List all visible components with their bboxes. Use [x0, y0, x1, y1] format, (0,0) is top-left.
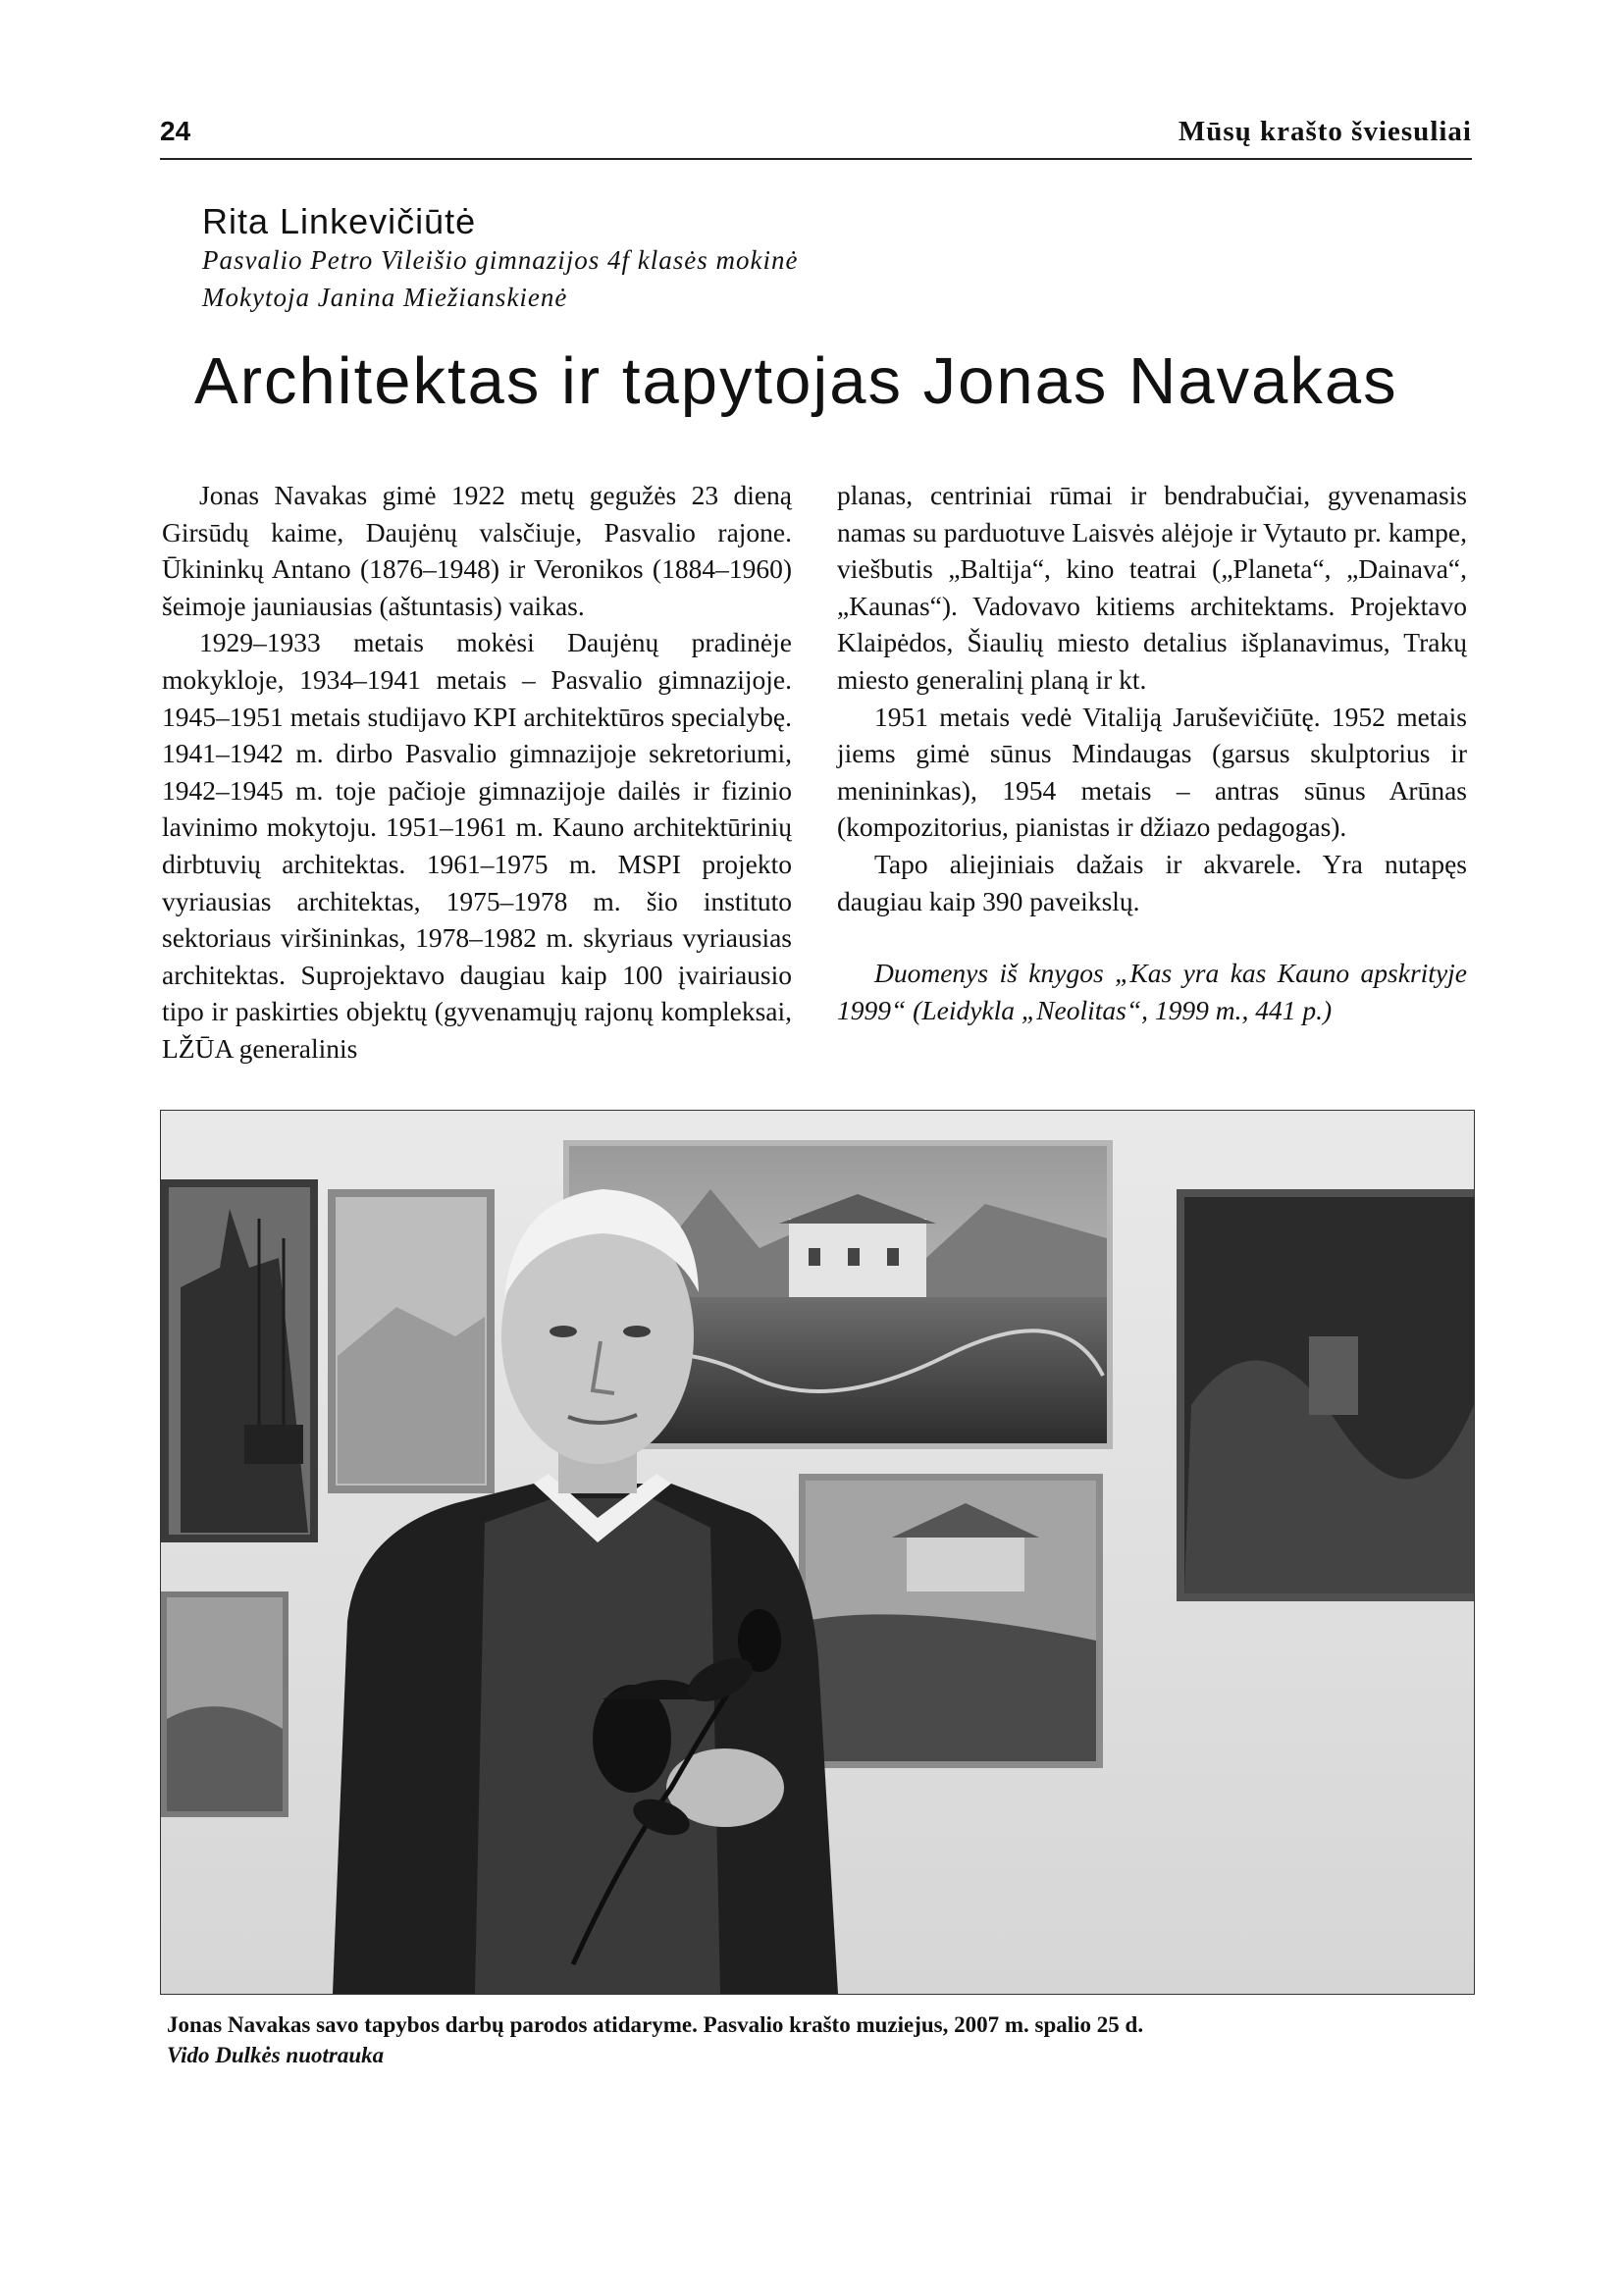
photo-illustration: [161, 1111, 1474, 1994]
photo-portrait: [160, 1110, 1475, 1995]
painting-dark-forest: [1177, 1189, 1474, 1601]
painting-village: [799, 1474, 1103, 1768]
painting-lower-left: [161, 1591, 288, 1817]
paragraph: Tapo aliejiniais dažais ir akvarele. Yra nutapęs daugiau kaip 390 paveikslų.: [837, 848, 1467, 916]
painting-town: [328, 1189, 495, 1493]
paragraph: 1929–1933 metais mokėsi Daujėnų pradinėje mokykloje, 1934–1941 metais – Pasvalio gimnazijoje. 1945–1951 metais studijavo KPI architektūros specialybę. 1941–1942 m. dirbo Pasvalio gimnazijoje sekretoriumi, 1942–1945 m. toje pačioje gimnazijoje dailės ir fizinio lavinimo mokytoju. 1951–1961 m. Kauno architektūrinių dirbtuvių architektas. 1961–1975 m. MSPI projekto vyriausias architektas, 1975–1978 m. šio instituto sektoriaus viršininkas, 1978–1982 m. skyriaus vyriausias architektas. Suprojektavo daugiau kaip 100 įvairiausio tipo ir paskirties objektų (gyvenamųjų rajonų kompleksai, LŽŪA generalinis: [162, 627, 792, 1064]
photo-credit: Vido Dulkės nuotrauka: [167, 2043, 385, 2067]
page-number: 24: [160, 116, 191, 146]
teacher-name: Mokytoja Janina Miežianskienė: [202, 283, 568, 312]
paragraph: planas, centriniai rūmai ir bendrabučiai, gyvenamasis namas su parduotuve Laisvės alėjoje ir Vytauto pr. kampe, viešbutis „Baltija“, kino teatrai („Planeta“, „Dainava“, „Kaunas“). Vadovavo kitiems architektams. Projektavo Klaipėdos, Šiaulių miesto detalius išplanavimus, Trakų miesto generalinį planą ir kt.: [837, 480, 1467, 695]
author-affiliation: Pasvalio Petro Vileišio gimnazijos 4f klasės mokinė: [202, 245, 799, 275]
paragraph: Jonas Navakas gimė 1922 metų gegužės 23 dieną Girsūdų kaime, Daujėnų valsčiuje, Pasvalio rajone. Ūkininkų Antano (1876–1948) ir Veronikos (1884–1960) šeimoje jauniausias (aštuntasis) vaikas.: [162, 480, 792, 621]
paragraph: 1951 metais vedė Vitaliją Jaruševičiūtę. 1952 metais jiems gimė sūnus Mindaugas (garsus skulptorius ir menininkas), 1954 metais – antras sūnus Arūnas (kompozitorius, pianistas ir džiazo pedagogas).: [837, 701, 1467, 843]
left-column: [162, 477, 792, 1068]
painting-harbor: [161, 1179, 318, 1542]
author-name: Rita Linkevičiūtė: [202, 201, 477, 241]
article-title: Architektas ir tapytojas Jonas Navakas: [194, 344, 1398, 418]
right-column: [837, 477, 1467, 1028]
header-rule: [160, 158, 1472, 160]
photo-caption: Jonas Navakas savo tapybos darbų parodos atidaryme. Pasvalio krašto muziejus, 2007 m. spalio 25 d.: [167, 2012, 1144, 2037]
source-note: Duomenys iš knygos „Kas yra kas Kauno apskrityje 1999“ (Leidykla „Neolitas“, 1999 m., 441 p.): [837, 958, 1467, 1025]
running-title: Mūsų krašto šviesuliai: [1178, 116, 1472, 147]
